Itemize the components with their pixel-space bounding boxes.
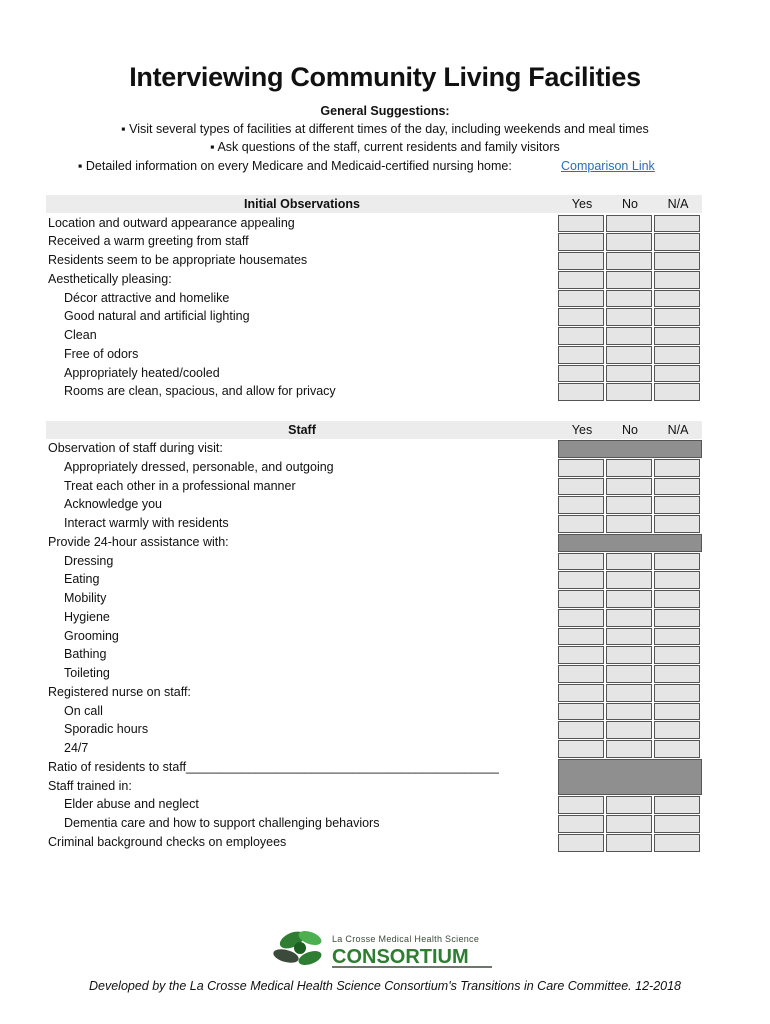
no-checkbox-cell[interactable] <box>606 703 652 721</box>
yes-checkbox-cell[interactable] <box>558 571 604 589</box>
shaded-row-block <box>558 440 702 458</box>
no-checkbox-cell[interactable] <box>606 496 652 514</box>
na-checkbox-cell[interactable] <box>654 571 700 589</box>
row-label-provide-24-hour-assistance-with: Provide 24-hour assistance with: <box>48 534 229 549</box>
row-label-dressing: Dressing <box>64 553 114 568</box>
no-checkbox-cell[interactable] <box>606 215 652 233</box>
row-label-free-of-odors: Free of odors <box>64 346 139 361</box>
row-label-bathing: Bathing <box>64 647 107 662</box>
row-label-d-cor-attractive-and-homelike: Décor attractive and homelike <box>64 290 230 305</box>
no-checkbox-cell[interactable] <box>606 252 652 270</box>
row-label-grooming: Grooming <box>64 628 119 643</box>
row-label-criminal-background-checks-on-employees: Criminal background checks on employees <box>48 834 287 849</box>
na-checkbox-cell[interactable] <box>654 703 700 721</box>
footer-credit: Developed by the La Crosse Medical Health Science Consortium's Transitions in Care Committee. 12-2018 <box>88 979 682 993</box>
no-checkbox-cell[interactable] <box>606 571 652 589</box>
yes-checkbox-cell[interactable] <box>558 703 604 721</box>
consortium-logo <box>270 926 494 972</box>
yes-checkbox-cell[interactable] <box>558 834 604 852</box>
row-label-ratio-of-residents-to-staff: Ratio of residents to staff_____________________________________________ <box>48 759 499 774</box>
no-checkbox-cell[interactable] <box>606 815 652 833</box>
no-checkbox-cell[interactable] <box>606 646 652 664</box>
yes-checkbox-cell[interactable] <box>558 308 604 326</box>
na-checkbox-cell[interactable] <box>654 271 700 289</box>
yes-checkbox-cell[interactable] <box>558 628 604 646</box>
yes-checkbox-cell[interactable] <box>558 796 604 814</box>
yes-checkbox-cell[interactable] <box>558 590 604 608</box>
row-label-received-a-warm-greeting-from-staff: Received a warm greeting from staff <box>48 234 249 249</box>
no-checkbox-cell[interactable] <box>606 383 652 401</box>
no-checkbox-cell[interactable] <box>606 553 652 571</box>
na-checkbox-cell[interactable] <box>654 665 700 683</box>
row-label-eating: Eating <box>64 572 100 587</box>
na-checkbox-cell[interactable] <box>654 383 700 401</box>
no-checkbox-cell[interactable] <box>606 721 652 739</box>
no-checkbox-cell[interactable] <box>606 609 652 627</box>
shaded-row-block <box>558 759 702 796</box>
col-yes-staff: Yes <box>571 423 593 437</box>
row-label-staff-trained-in: Staff trained in: <box>48 778 132 793</box>
na-checkbox-cell[interactable] <box>654 252 700 270</box>
no-checkbox-cell[interactable] <box>606 365 652 383</box>
no-checkbox-cell[interactable] <box>606 233 652 251</box>
row-label-sporadic-hours: Sporadic hours <box>64 722 149 737</box>
na-checkbox-cell[interactable] <box>654 590 700 608</box>
yes-checkbox-cell[interactable] <box>558 233 604 251</box>
no-checkbox-cell[interactable] <box>606 271 652 289</box>
row-label-elder-abuse-and-neglect: Elder abuse and neglect <box>64 797 199 812</box>
yes-checkbox-cell[interactable] <box>558 815 604 833</box>
na-checkbox-cell[interactable] <box>654 740 700 758</box>
na-checkbox-cell[interactable] <box>654 609 700 627</box>
col-no-initial: No <box>622 197 638 211</box>
row-label-aesthetically-pleasing: Aesthetically pleasing: <box>48 271 172 286</box>
no-checkbox-cell[interactable] <box>606 684 652 702</box>
row-label-residents-seem-to-be-appropriate-housema: Residents seem to be appropriate housemates <box>48 253 308 267</box>
row-label-appropriately-heated-cooled: Appropriately heated/cooled <box>64 365 220 380</box>
comparison-link[interactable]: Comparison Link <box>561 159 655 173</box>
yes-checkbox-cell[interactable] <box>558 665 604 683</box>
yes-checkbox-cell[interactable] <box>558 646 604 664</box>
yes-checkbox-cell[interactable] <box>558 252 604 270</box>
yes-checkbox-cell[interactable] <box>558 478 604 496</box>
na-checkbox-cell[interactable] <box>654 796 700 814</box>
suggestion-1: ▪ Visit several types of facilities at different times of the day, including weekends and meal times <box>121 122 649 136</box>
yes-checkbox-cell[interactable] <box>558 553 604 571</box>
no-checkbox-cell[interactable] <box>606 834 652 852</box>
na-checkbox-cell[interactable] <box>654 365 700 383</box>
yes-checkbox-cell[interactable] <box>558 215 604 233</box>
col-yes-initial: Yes <box>571 197 593 211</box>
no-checkbox-cell[interactable] <box>606 740 652 758</box>
row-label-clean: Clean <box>64 328 97 342</box>
suggestion-3: ▪ Detailed information on every Medicare and Medicaid-certified nursing home: <box>78 159 512 173</box>
na-checkbox-cell[interactable] <box>654 646 700 664</box>
row-label-interact-warmly-with-residents: Interact warmly with residents <box>64 516 229 530</box>
row-label-mobility: Mobility <box>64 591 107 605</box>
row-label-good-natural-and-artificial-lighting: Good natural and artificial lighting <box>64 309 250 324</box>
row-label-hygiene: Hygiene <box>64 609 110 624</box>
row-label-registered-nurse-on-staff: Registered nurse on staff: <box>48 684 191 699</box>
no-checkbox-cell[interactable] <box>606 590 652 608</box>
no-checkbox-cell[interactable] <box>606 459 652 477</box>
row-label-on-call: On call <box>64 703 103 718</box>
yes-checkbox-cell[interactable] <box>558 290 604 308</box>
na-checkbox-cell[interactable] <box>654 553 700 571</box>
na-checkbox-cell[interactable] <box>654 346 700 364</box>
na-checkbox-cell[interactable] <box>654 290 700 308</box>
row-label-rooms-are-clean-spacious-and-allow-for-p: Rooms are clean, spacious, and allow for privacy <box>64 384 336 399</box>
yes-checkbox-cell[interactable] <box>558 515 604 533</box>
yes-checkbox-cell[interactable] <box>558 346 604 364</box>
row-label-appropriately-dressed-personable-and-out: Appropriately dressed, personable, and outgoing <box>64 459 334 474</box>
initial-observations-title: Initial Observations <box>243 197 360 211</box>
col-na-staff: N/A <box>667 423 689 437</box>
page-title: Interviewing Community Living Facilities <box>129 62 641 92</box>
flower-icon <box>272 928 323 968</box>
na-checkbox-cell[interactable] <box>654 496 700 514</box>
no-checkbox-cell[interactable] <box>606 515 652 533</box>
row-label-24-7: 24/7 <box>64 741 89 755</box>
yes-checkbox-cell[interactable] <box>558 327 604 345</box>
yes-checkbox-cell[interactable] <box>558 740 604 758</box>
na-checkbox-cell[interactable] <box>654 478 700 496</box>
na-checkbox-cell[interactable] <box>654 721 700 739</box>
no-checkbox-cell[interactable] <box>606 308 652 326</box>
na-checkbox-cell[interactable] <box>654 628 700 646</box>
col-na-initial: N/A <box>667 197 689 211</box>
no-checkbox-cell[interactable] <box>606 346 652 364</box>
row-label-treat-each-other-in-a-professional-manne: Treat each other in a professional manner <box>64 478 296 493</box>
no-checkbox-cell[interactable] <box>606 628 652 646</box>
yes-checkbox-cell[interactable] <box>558 365 604 383</box>
no-checkbox-cell[interactable] <box>606 290 652 308</box>
staff-title: Staff <box>288 423 316 437</box>
na-checkbox-cell[interactable] <box>654 215 700 233</box>
yes-checkbox-cell[interactable] <box>558 459 604 477</box>
row-label-toileting: Toileting <box>64 666 110 680</box>
yes-checkbox-cell[interactable] <box>558 496 604 514</box>
row-label-dementia-care-and-how-to-support-challen: Dementia care and how to support challenging behaviors <box>64 816 380 830</box>
general-suggestions-heading: General Suggestions: <box>320 104 450 118</box>
row-label-acknowledge-you: Acknowledge you <box>64 497 162 512</box>
logo-line2: CONSORTIUM <box>332 946 469 968</box>
na-checkbox-cell[interactable] <box>654 515 700 533</box>
no-checkbox-cell[interactable] <box>606 796 652 814</box>
row-label-observation-of-staff-during-visit: Observation of staff during visit: <box>48 441 223 455</box>
yes-checkbox-cell[interactable] <box>558 609 604 627</box>
row-label-location-and-outward-appearance-appealin: Location and outward appearance appealing <box>48 215 295 230</box>
no-checkbox-cell[interactable] <box>606 327 652 345</box>
na-checkbox-cell[interactable] <box>654 684 700 702</box>
col-no-staff: No <box>622 423 638 437</box>
no-checkbox-cell[interactable] <box>606 665 652 683</box>
na-checkbox-cell[interactable] <box>654 815 700 833</box>
yes-checkbox-cell[interactable] <box>558 271 604 289</box>
na-checkbox-cell[interactable] <box>654 308 700 326</box>
na-checkbox-cell[interactable] <box>654 327 700 345</box>
na-checkbox-cell[interactable] <box>654 834 700 852</box>
shaded-row-block <box>558 534 702 552</box>
logo-line1: La Crosse Medical Health Science <box>332 934 480 944</box>
yes-checkbox-cell[interactable] <box>558 684 604 702</box>
na-checkbox-cell[interactable] <box>654 233 700 251</box>
yes-checkbox-cell[interactable] <box>558 721 604 739</box>
no-checkbox-cell[interactable] <box>606 478 652 496</box>
yes-checkbox-cell[interactable] <box>558 383 604 401</box>
na-checkbox-cell[interactable] <box>654 459 700 477</box>
suggestion-2: ▪ Ask questions of the staff, current residents and family visitors <box>210 140 560 154</box>
